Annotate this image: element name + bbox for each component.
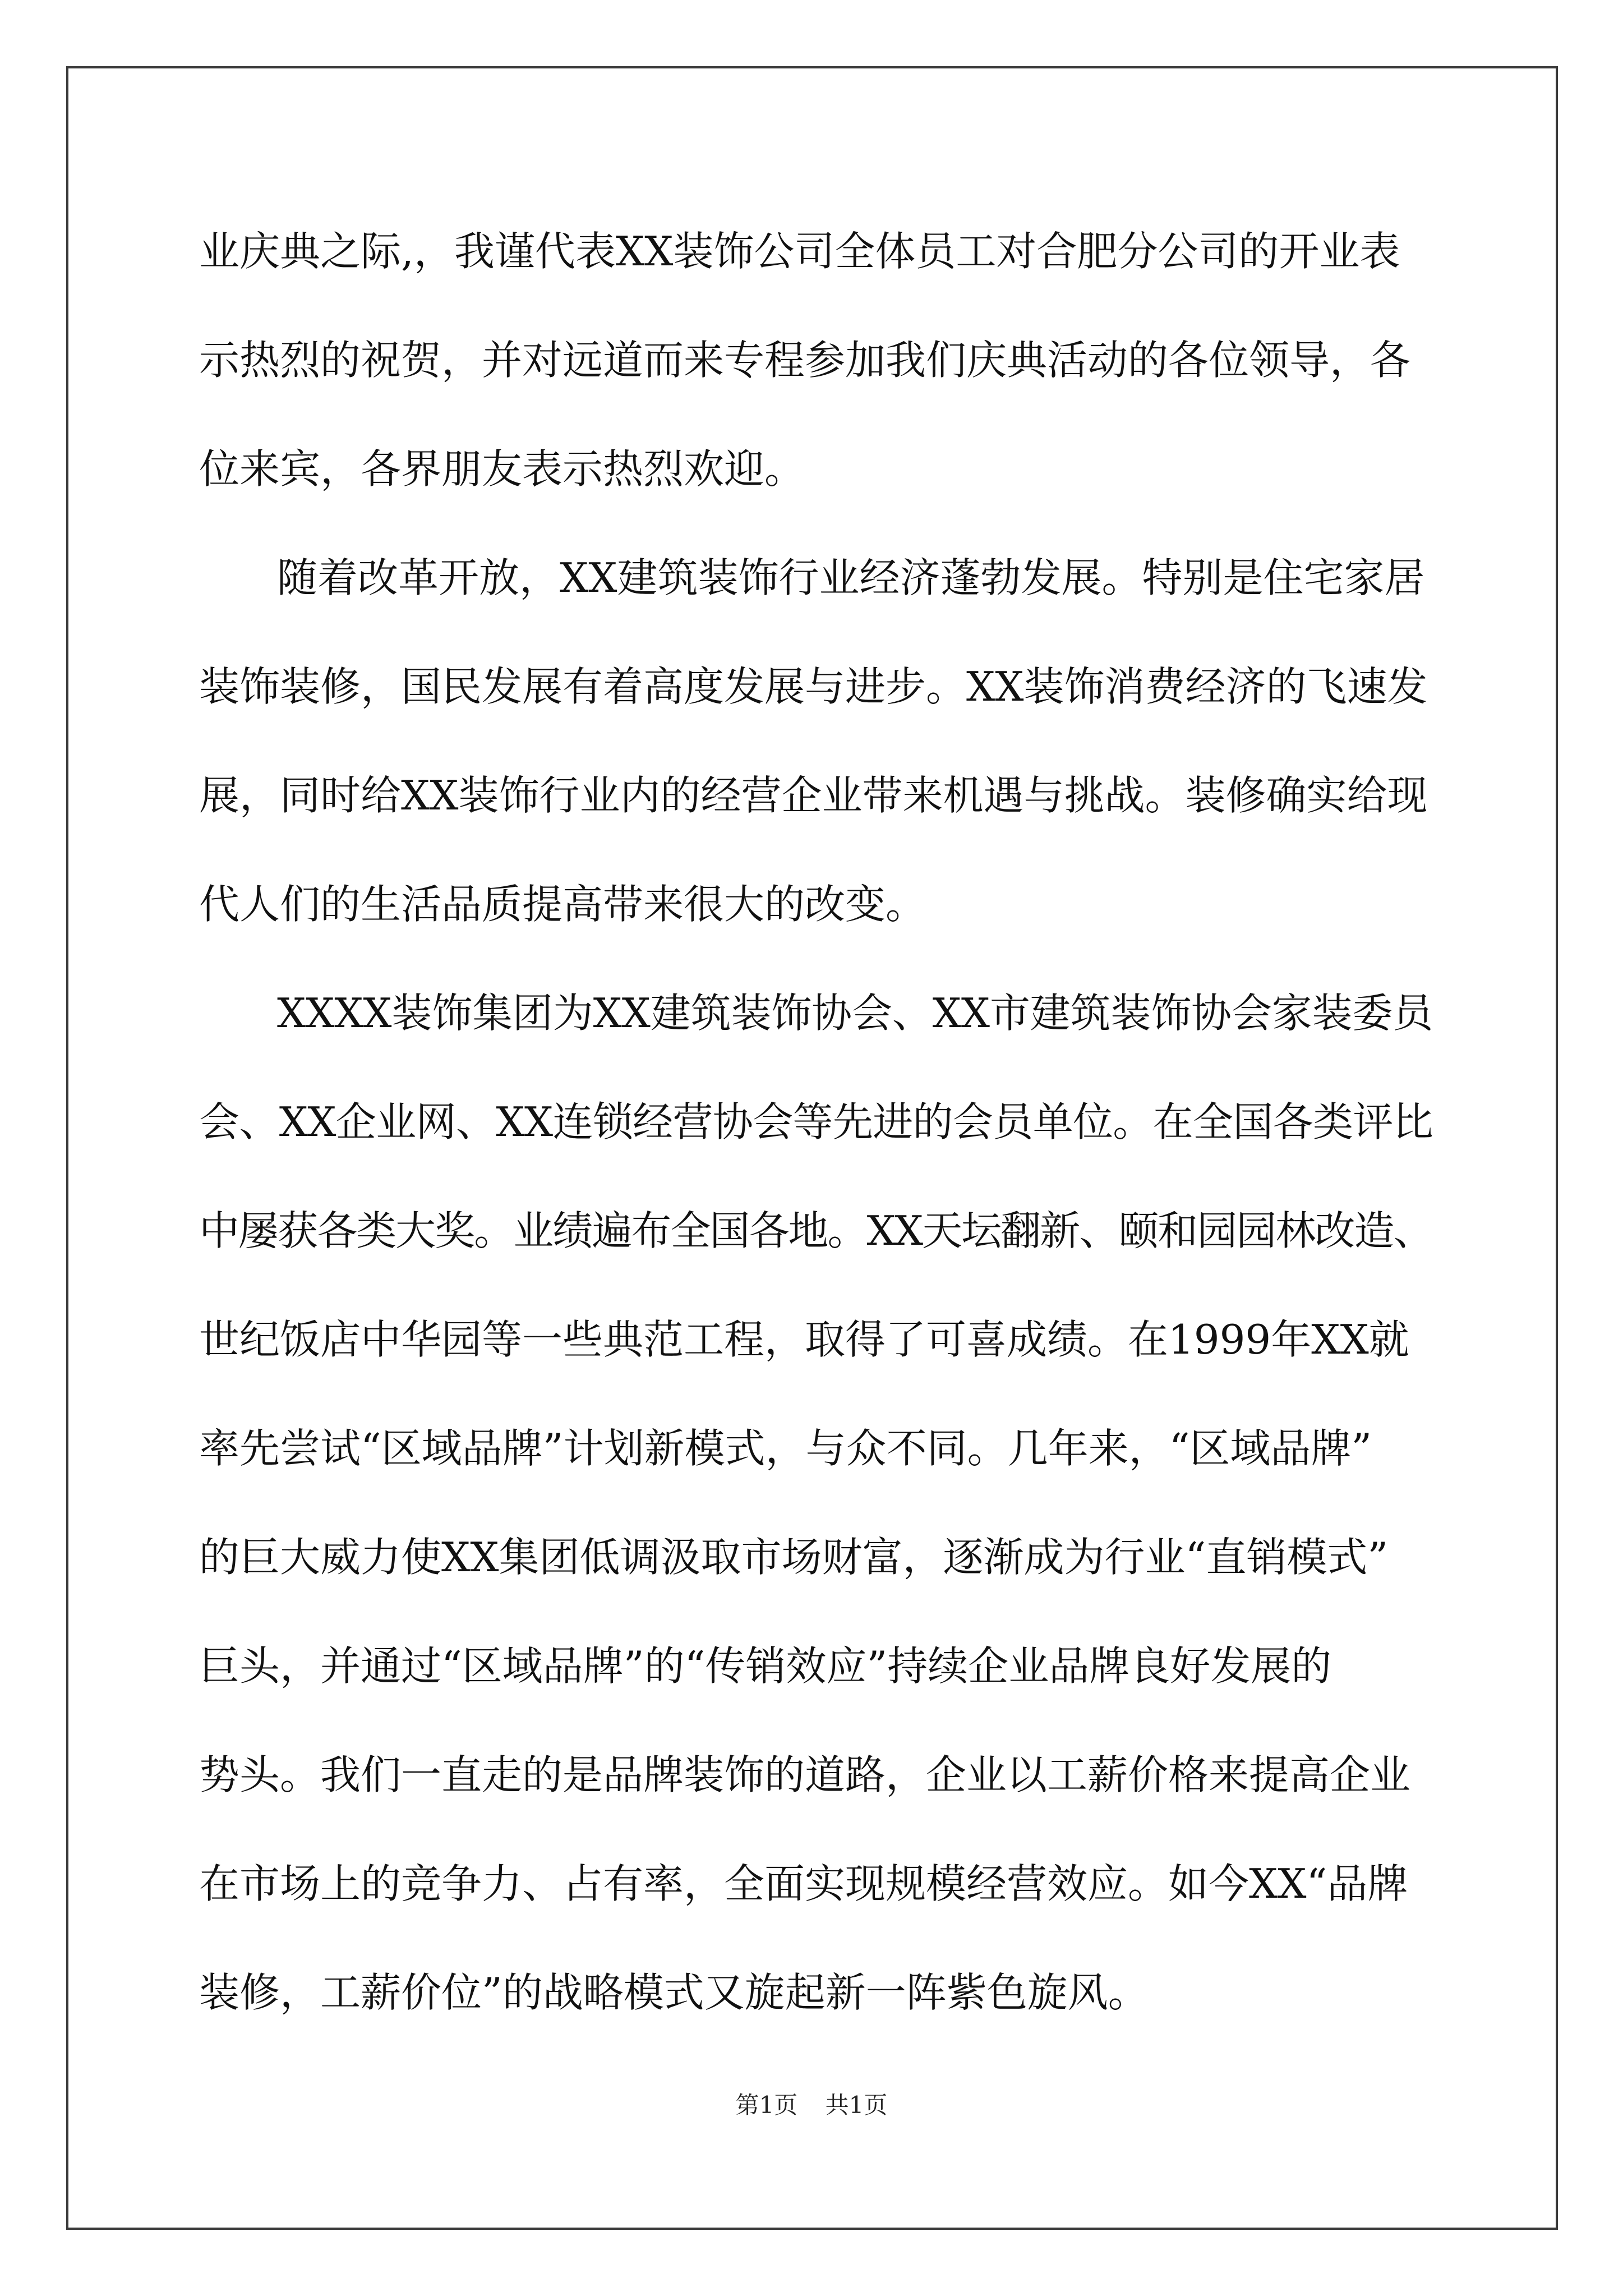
text-line: 装修，工薪价位”的战略模式又旋起新一阵紫色旋风。	[199, 1969, 1149, 2016]
text-line: 世纪饭店中华园等一些典范工程，取得了可喜成绩。在1999年XX就	[199, 1316, 1409, 1363]
text-line: 中屡获各类大奖。业绩遍布全国各地。XX天坛翻新、颐和园园林改造、	[199, 1207, 1433, 1254]
text-line: 巨头，并通过“区域品牌”的“传销效应”持续企业品牌良好发展的	[199, 1642, 1332, 1690]
text-line: 代人们的生活品质提高带来很大的改变。	[199, 881, 926, 928]
text-line: 随着改革开放，XX建筑装饰行业经济蓬勃发展。特别是住宅家居	[277, 554, 1425, 601]
text-line: 示热烈的祝贺，并对远道而来专程参加我们庆典活动的各位领导，各	[199, 337, 1411, 384]
text-line: 业庆典之际,，我谨代表XX装饰公司全体员工对合肥分公司的开业表	[199, 228, 1400, 275]
page-number: 第1页	[735, 2091, 798, 2119]
text-line: 会、XX企业网、XX连锁经营协会等先进的会员单位。在全国各类评比	[199, 1098, 1433, 1145]
text-line: 展，同时给XX装饰行业内的经营企业带来机遇与挑战。装修确实给现	[199, 772, 1428, 819]
page-footer	[0, 2086, 1623, 2125]
text-line: XXXX装饰集团为XX建筑装饰协会、XX市建筑装饰协会家装委员	[277, 990, 1433, 1037]
text-line: 势头。我们一直走的是品牌装饰的道路，企业以工薪价格来提高企业	[199, 1751, 1411, 1798]
text-line: 位来宾，各界朋友表示热烈欢迎。	[199, 445, 805, 493]
text-line: 率先尝试“区域品牌”计划新模式，与众不同。几年来，“区域品牌”	[199, 1425, 1372, 1472]
page-total: 共1页	[825, 2091, 888, 2119]
text-line: 的巨大威力使XX集团低调汲取市场财富，逐渐成为行业“直销模式”	[199, 1534, 1389, 1581]
text-line: 在市场上的竞争力、占有率，全面实现规模经营效应。如今XX“品牌	[199, 1860, 1408, 1907]
text-line: 装饰装修，国民发展有着高度发展与进步。XX装饰消费经济的飞速发	[199, 663, 1428, 710]
